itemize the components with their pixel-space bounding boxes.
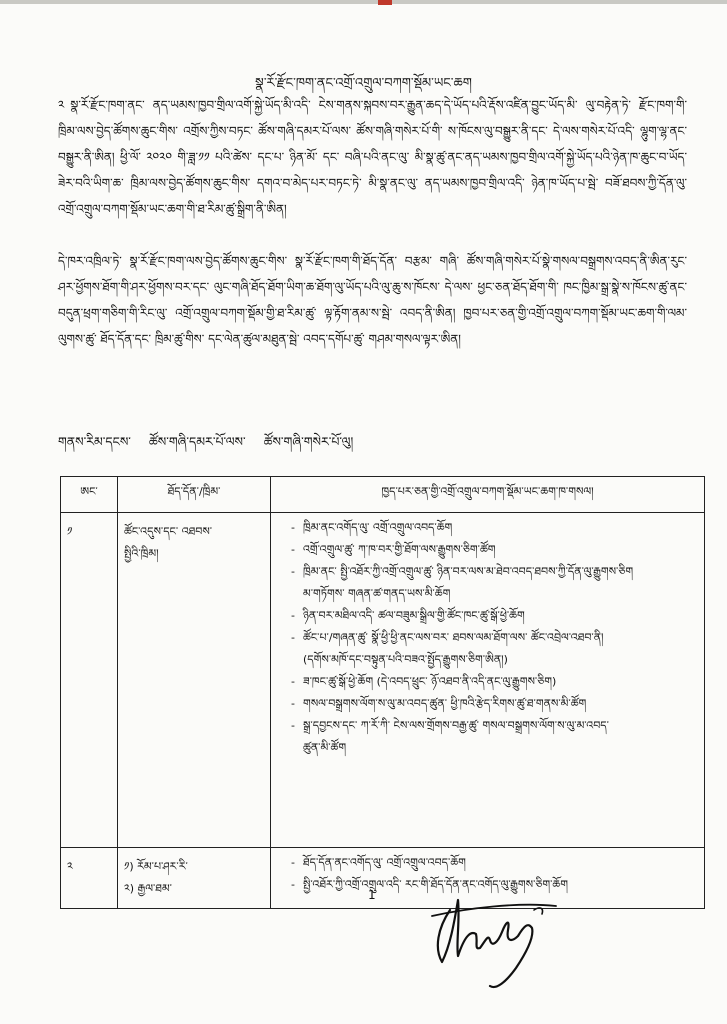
list-item: - ཉིན་བར་མཐིལ་འདི་ ཚལ་བཟུམ་སྒྲིལ་གྱི་ཚོང་ཁང་ཚུ་སྒོ་ཕྱེ་ཆོག	[293, 605, 694, 627]
list-item: - སྤྱི་འཐོར་ཀྱི་འགྲོ་འགྲུལ་འདི་ རང་གི་ཐོད་དོན་ནང་འགོད་ལུ་རྒྱུགས་ཅིག་ཆོག	[293, 874, 694, 896]
basis-prefix: གནས་རིམ་དངས་	[58, 434, 131, 449]
header-details: ཁྱད་པར་ཅན་གྱི་འགྲོ་འགྲུལ་བཀག་སྡོམ་ཡང་ཆག་ཁ་གསལ།	[271, 477, 705, 513]
list-item: - ཟ་ཁང་ཚུ་སྒོ་ཕྱེ་ཆོག (དེ་འབད་ཕྲུང་ ཉོ་འཐབ་ནི་འདི་ནང་ལུ་རྒྱུགས་ཅིག)	[293, 671, 694, 693]
signature	[428, 876, 588, 996]
list-item-continued: (དགོས་མཁོ་དང་བསྟུན་པའི་བཟའ་སྤྱོད་རྒྱུགས་ཅིག་ཨིན།)	[303, 653, 508, 666]
category-line: ༢) རྒྱལ་ཐམ་	[124, 882, 172, 895]
page-number: 1	[368, 888, 376, 902]
category-line: ༡) རོམ་པ་ཤར་རི་	[124, 860, 188, 873]
document-title: སྣ་རོ་རྫོང་ཁག་ནང་འགྲོ་འགྲུལ་བཀག་སྡོམ་ཡང་ཆག	[255, 76, 472, 91]
list-item: - ཁྲིམ་ནང་ སྤྱི་འཐོར་ཀྱི་འགྲོ་འགྲུལ་ཚུ་ ཉིན་བར་ལས་མ་ཐེབ་འབད་ཐབས་ཀྱི་དོན་ལུ་རྒྱུགས་ཅིག	[293, 561, 694, 583]
list-item: - ཚོང་པ་/གཞན་ཚུ་ སྣོ་ཕྱི་ཕྱི་ནང་ལས་བར་ ཐབས་ལམ་ཐོག་ལས་ ཚོང་འབྲེལ་འཐབ་ནི།	[293, 627, 694, 649]
row-category	[118, 848, 271, 909]
list-item-continued: མ་གཏོགས་ གཞན་ཚ་གནད་ཡས་མི་ཆོག	[303, 587, 451, 600]
category-line: སྤྱིའི་ཁྲིམ།	[124, 547, 159, 560]
list-item: - གསལ་བསྒྲགས་ལོག་ས་ལུ་མ་འབད་ཚུན་ ཕྱི་ཁའི་རྩེད་རིགས་ཚུ་ཐ་གནས་མི་ཚོག	[293, 693, 694, 715]
row-details	[271, 513, 705, 848]
category-line: ཚོང་འདུས་དང་ འཐབས་	[124, 525, 213, 538]
table-header-row	[61, 477, 705, 513]
list-item: - སྒྲ་དབྱངས་དང་ ཀ་རོ་ཀི་ ངེས་ལས་གྲོགས་བརྒྱ་ཚུ་ གསལ་བསྒྲགས་ལོག་ས་ལུ་མ་འབད་	[293, 715, 694, 737]
row-category	[118, 513, 271, 848]
table-row	[61, 513, 705, 848]
intro-paragraph	[58, 92, 687, 222]
red-mark	[378, 0, 392, 5]
second-paragraph: དེ་ཁར་འཁྲིལ་ཏེ་ སྣ་རོ་རྫོང་ཁག་ལས་བྱེད་ཚོགས་ཆུང་གིས་ སྣ་རོ་རྫོང་ཁག་གི་ཐོད་དོན་ བརྩམ་ གཞི་ ཚོས་གཞི་གསེར་པོ་སྣེ་གསལ་བསྒྲགས་འབད་ནི་ཨིན་རུང་ ཤར་ཕྱོགས་ཐོག་གི་ཤར་ཕྱོགས་བར་དང་ ལུང་གཞི་ཐོད་ཐོག་ཡིག་ཆ་ཐོག་ལུ་ཡོད་པའི་ལུ་ཆུ་ས་ཁོངས་ དེ་ལས་ ཕྱང་ཅན་ཐོད་ཐོག་གི་ ཁང་ཁྱིམ་སྒྲ་སྣེ་ས་ཁོངས་ཚུ་ནང་ བདུན་ཕྲག་གཅིག་གི་རིང་ལུ་ འགྲོ་འགྲུལ་བཀག་སྡོམ་གྱི་ཐ་རིམ་ཚུ་ ལྟ་རྟོག་ནམ་ས་སྦེ་ འབད་ནི་ཨིན། ཁྱབ་པར་ཅན་གྱི་འགྲོ་འགྲུལ་བཀག་སྡོམ་ཡང་ཆག་གི་ལམ་ལུགས་ཚུ་ ཐོད་དོན་དང་ ཁྲིམ་ཚུ་གིས་ དང་ལེན་ཚུལ་མཐུན་སྦེ་ འབད་དགོཔ་ཚུ་ གཤམ་གསལ་ལྟར་ཨིན།	[58, 254, 687, 346]
list-item-continued: ཚུན་མི་ཚོག	[303, 741, 347, 754]
basis-to: ཚོས་གཞི་གསེར་པོ་ལུ།	[263, 434, 354, 449]
list-item: - ཁྲིམ་ནང་འགོད་ལུ་ འགྲོ་འགྲུལ་འབད་ཆོག	[293, 517, 694, 539]
paragraph-number: ༢	[58, 98, 65, 112]
header-number: ཨང་	[61, 477, 118, 513]
list-item: - ཐོད་དོན་ནང་འགོད་ལུ་ འགྲོ་འགྲུལ་འབད་ཆོག	[293, 852, 694, 874]
header-category: ཐོད་དོན་/ཁྲིམ་	[118, 477, 271, 513]
restrictions-table	[60, 476, 705, 909]
paragraph-text: སྣ་རོ་རྫོང་ཁག་ནང་ ནད་ཡམས་ཁྱབ་གྲིལ་འགོ་སྐྱེ་ཡོད་མི་འདི་ ངེས་གནས་སྐབས་བར་རྒྱུན་ཆད་དེ་ཡོད་པའི་རྡོས་འཛིན་བྱུང་ཡོད་མི་ ལུ་བརྟེན་ཏེ་ རྫོང་ཁག་གི་ཁྲིམ་ལས་བྱེད་ཚོགས་ཆུང་གིས་ འགྲོས་ཀྱིས་བཏང་ ཚོས་གཞི་དམར་པོ་ལས་ ཚོས་གཞི་གསེར་པོ་གི་ ས་ཁོངས་ལུ་བསྒྱུར་ནི་དང་ དེ་ལས་གསེར་པོ་འདི་ ལྷུག་ལྷ་ནང་བསྒྱུར་ནི་ཨིན། ཕྱི་ལོ་ ༢༠༢༠ གི་ཟླ་༡༡ པའི་ཚེས་ དང་པ་ ཉིན་མོ་ དང་ བཞི་པའི་ནང་ལུ་ མི་སྣ་ཚུ་ནང་ནད་ཡམས་ཁྱབ་གྲིལ་འགོ་སྐྱེ་ཡོད་པའི་ཉེན་ཁ་ཆུང་བ་ཡོད་ཟེར་བའི་ཡིག་ཆ་ ཁྲིམ་ལས་བྱེད་ཚོགས་ཆུང་གིས་ དགའ་བ་མེད་པར་བཏང་ཏེ་ མི་སྣ་ནང་ལུ་ ནད་ཡམས་ཁྱབ་གྲིལ་འདི་ ཉེན་ཁ་ཡོད་པ་སྦེ་ བཟོ་ཐབས་ཀྱི་དོན་ལུ་ འགྲོ་འགྲུལ་བཀག་སྡོམ་ཡང་ཆག་གི་ཐ་རིམ་ཚུ་སྒྲིག་ནི་ཨིན།	[58, 98, 687, 216]
row-number: ༡	[61, 513, 118, 848]
scan-top-edge	[0, 0, 727, 4]
basis-from: ཚོས་གཞི་དམར་པོ་ལས་	[148, 434, 246, 449]
basis-heading	[58, 428, 353, 463]
row-number: ༢	[61, 848, 118, 909]
table-row	[61, 848, 705, 909]
list-item: - འགྲོ་འགྲུལ་ཚུ་ ཀ་ཁ་བར་གྱི་ཐོག་ལས་རྒྱུགས་ཅིག་ཚོག	[293, 539, 694, 561]
